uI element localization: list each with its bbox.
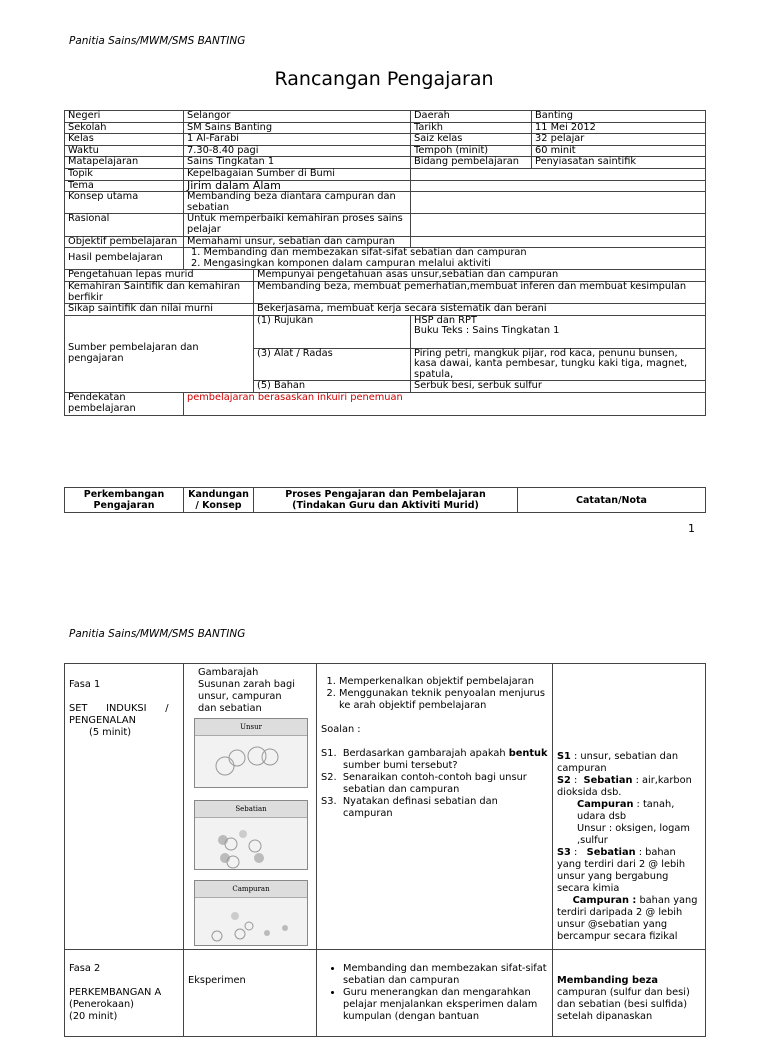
row-pendekatan [65,393,706,416]
sebatian-particles-icon [195,818,307,872]
konsep-label: Konsep utama [65,192,184,214]
daerah-value: Banting [532,111,706,123]
fasa1-content-cell [184,664,317,950]
soalan-s1: S1. Berdasarkan gambarajah apakah bentuk sumber bumi tersebut? [321,748,548,771]
col-proses-line1: Proses Pengajaran dan Pembelajaran [285,489,486,500]
rujukan-item-2: Buku Teks : Sains Tingkatan 1 [414,325,560,337]
row-sekolah [65,122,706,134]
tempoh-value: 60 minit [532,145,706,157]
waktu-label: Waktu [65,145,184,157]
fasa1-steps [321,676,548,712]
note-campuran: Campuran : tanah, udara dsb [577,799,675,822]
row-kemahiran [65,281,706,303]
row-pengetahuan [65,270,706,282]
waktu-value: 7.30-8.40 pagi [184,145,411,157]
tarikh-value: 11 Mei 2012 [532,122,706,134]
fasa2-stage: PERKEMBANGAN A [69,987,162,998]
campuran-label: Campuran [195,881,307,898]
sekolah-label: Sekolah [65,122,184,134]
row-matapelajaran [65,157,706,169]
bahan-value: Serbuk besi, serbuk sulfur [411,381,706,393]
kemahiran-value: Membanding beza, membuat pemerhatian,membuat inferen dan membuat kesimpulan [254,281,706,303]
fasa1-stage: SET INDUKSI / PENGENALAN [69,703,175,726]
row-topik [65,168,706,180]
document-title: Rancangan Pengajaran [274,68,494,90]
sekolah-value: SM Sains Banting [184,122,411,134]
bidang-label: Bidang pembelajaran [411,157,532,169]
fasa2-content: Eksperimen [188,975,246,986]
unsur-label: Unsur [195,719,307,736]
soalan-label: Soalan : [321,724,361,735]
fasa1-notes-cell [553,664,706,950]
tempoh-label: Tempoh (minit) [411,145,532,157]
fasa2-note: campuran (sulfur dan besi) dan sebatian (besi sulfida) setelah dipanaskan [557,987,690,1022]
hasil-item-1: 1. Membanding dan membezakan sifat-sifat sebatian dan campuran [191,247,527,259]
daerah-label: Daerah [411,111,532,123]
objektif-value: Memahami unsur, sebatian dan campuran [184,236,411,248]
bidang-value: Penyiasatan saintifik [532,157,706,169]
tarikh-label: Tarikh [411,122,532,134]
note-s3: S3 : Sebatian : bahan yang terdiri dari 2 @ lebih unsur yang bergabung secara kimia [557,847,686,894]
note-unsur: Unsur : oksigen, logam ,sulfur [577,823,690,846]
kelas-value: 1 Al-Farabi [184,134,411,146]
mata-label: Matapelajaran [65,157,184,169]
col-kandungan: Kandungan / Konsep [184,488,254,513]
objektif-label: Objektif pembelajaran [65,236,184,248]
sebatian-diagram [194,800,308,870]
row-waktu [65,145,706,157]
sikap-label: Sikap saintifik dan nilai murni [65,304,254,316]
row-tema [65,180,706,192]
campuran-particles-icon [195,898,307,948]
row-sikap [65,304,706,316]
alat-value: Piring petri, mangkuk pijar, rod kaca, penunu bunsen, kasa dawai, kanta pembesar, tungku kaki tiga, magnet, spatula, [411,348,706,381]
fasa1-step-1: 1. Memperkenalkan objektif pembelajaran [339,676,548,688]
sikap-value: Bekerjasama, membuat kerja secara sistematik dan berani [254,304,706,316]
fasa2-bullets [321,963,548,1023]
unsur-particles-icon [195,736,307,790]
fasa2-bullet-2: • Guru menerangkan dan mengarahkan pelajar menjalankan eksperimen dalam kumpulan (dengan bantuan [343,987,548,1023]
rasional-value: Untuk memperbaiki kemahiran proses sains pelajar [184,214,411,236]
soalan-list [321,748,548,820]
topik-label: Topik [65,168,184,180]
fasa1-row [65,664,706,950]
fasa2-note-key: Membanding beza [557,975,658,986]
fasa2-name: Fasa 2 [69,963,101,974]
rujukan-item-1: HSP dan RPT [414,314,477,326]
row-rasional [65,214,706,236]
fasa2-process-cell [317,950,553,1037]
campuran-diagram [194,880,308,946]
fasa2-bullet-1: • Membanding dan membezakan sifat-sifat sebatian dan campuran [343,963,548,987]
note-s1: S1 : unsur, sebatian dan campuran [557,751,679,774]
row-hasil [65,248,706,270]
row-objektif [65,236,706,248]
unsur-diagram [194,718,308,788]
page-header-2: Panitia Sains/MWM/SMS BANTING [69,628,246,640]
fasa1-time: (5 minit) [89,727,132,738]
fasa1-stage-cell [65,664,184,950]
tema-label: Tema [65,180,184,192]
pengetahuan-label: Pengetahuan lepas murid [65,270,254,282]
hasil-item-2: 2. Mengasingkan komponen dalam campuran melalui aktiviti [191,257,491,269]
pendekatan-value: pembelajaran berasaskan inkuiri penemuan [184,393,706,416]
sumber-label: Sumber pembelajaran dan pengajaran [65,315,254,392]
col-catatan: Catatan/Nota [518,488,706,513]
sebatian-label: Sebatian [195,801,307,818]
konsep-value: Membanding beza diantara campuran dan sebatian [184,192,411,214]
row-negeri [65,111,706,123]
kelas-label: Kelas [65,134,184,146]
fasa2-notes-cell [553,950,706,1037]
fasa2-time: (20 minit) [69,1011,118,1022]
pengetahuan-value: Mempunyai pengetahuan asas unsur,sebatian dan campuran [254,270,706,282]
soalan-s3: S3. Nyatakan definasi sebatian dan campuran [321,796,498,819]
page-number: 1 [688,522,695,535]
col-proses [254,488,518,513]
soalan-s2: S2. Senaraikan contoh-contoh bagi unsur sebatian dan campuran [321,772,527,795]
lesson-info-table [64,110,706,416]
kemahiran-label: Kemahiran Saintifik dan kemahiran berfikir [65,281,254,303]
bahan-label: (5) Bahan [254,381,411,393]
plan-header-table [64,487,706,513]
row-konsep [65,192,706,214]
hasil-value [184,248,706,270]
row-rujukan [65,315,706,348]
saiz-label: Saiz kelas [411,134,532,146]
mata-value: Sains Tingkatan 1 [184,157,411,169]
hasil-label: Hasil pembelajaran [65,248,184,270]
fasa2-stage-cell [65,950,184,1037]
fasa2-content-cell [184,950,317,1037]
fasa2-sub: (Penerokaan) [69,999,134,1010]
row-kelas [65,134,706,146]
col-proses-line2: (Tindakan Guru dan Aktiviti Murid) [292,500,479,511]
topik-value: Kepelbagaian Sumber di Bumi [184,168,411,180]
note-campuran-2: Campuran : bahan yang terdiri daripada 2 @ lebih unsur @sebatian yang bercampur secara fizikal [557,895,698,942]
procedure-table [64,663,706,1037]
negeri-label: Negeri [65,111,184,123]
fasa1-name: Fasa 1 [69,679,101,690]
negeri-value: Selangor [184,111,411,123]
page-header: Panitia Sains/MWM/SMS BANTING [69,35,246,47]
rujukan-label: (1) Rujukan [254,315,411,348]
fasa1-step-2: 2. Menggunakan teknik penyoalan menjurus ke arah objektif pembelajaran [339,688,548,712]
saiz-value: 32 pelajar [532,134,706,146]
fasa1-content: Gambarajah Susunan zarah bagi unsur, campuran dan sebatian [198,667,295,714]
alat-label: (3) Alat / Radas [254,348,411,381]
rasional-label: Rasional [65,214,184,236]
pendekatan-label: Pendekatan pembelajaran [65,393,184,416]
note-s2: S2 : Sebatian : air,karbon dioksida dsb. [557,775,692,798]
tema-value: Jirim dalam Alam [184,180,411,192]
fasa1-process-cell [317,664,553,950]
col-perkembangan: Perkembangan Pengajaran [65,488,184,513]
rujukan-value [411,315,706,348]
fasa2-row [65,950,706,1037]
